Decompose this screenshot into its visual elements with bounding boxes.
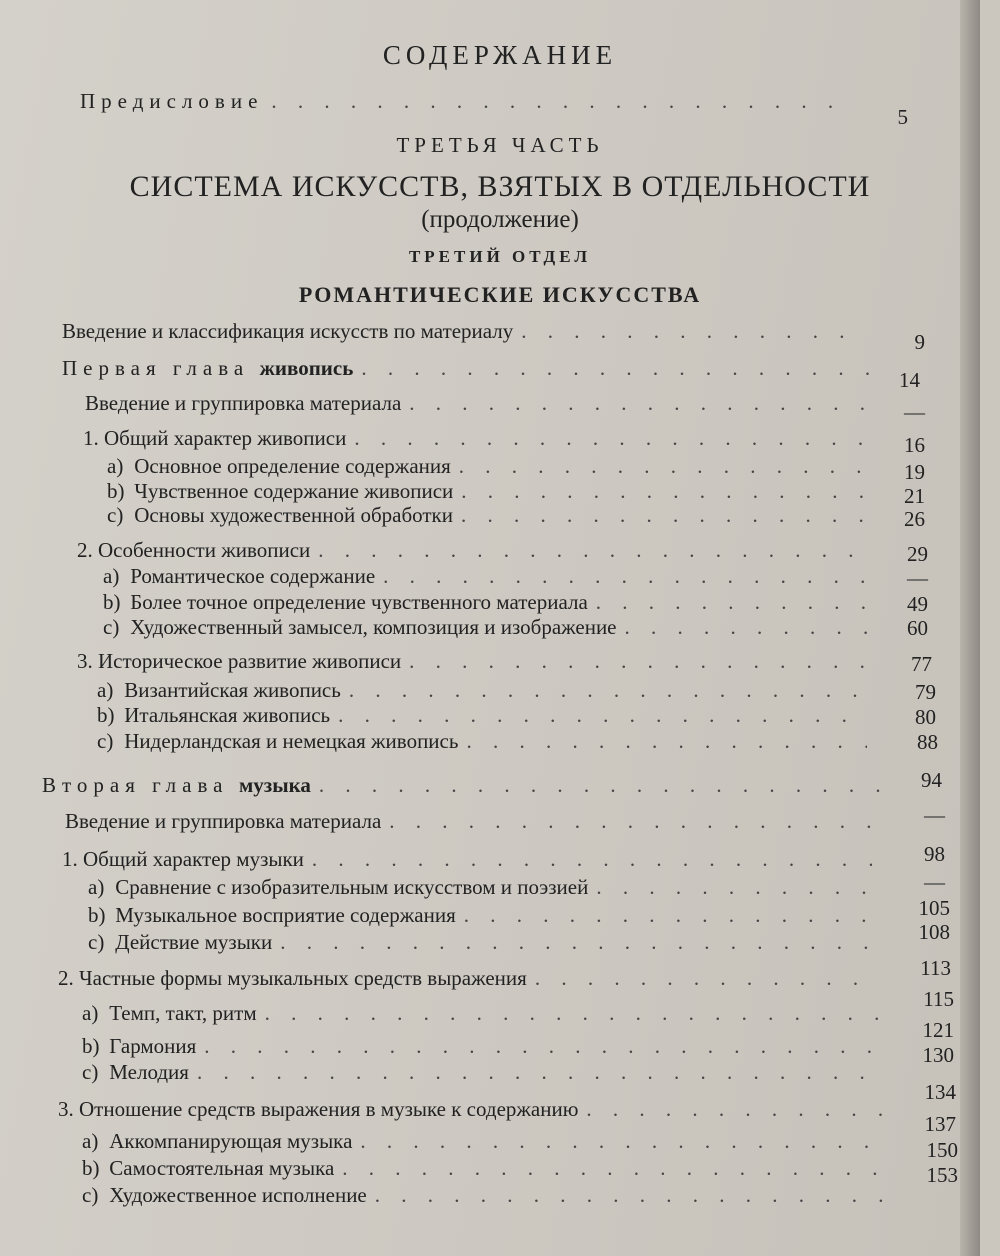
entry-label: Гармония — [109, 1034, 197, 1058]
page-number: 113 — [920, 956, 951, 980]
toc-section — [58, 965, 878, 991]
toc-item — [107, 453, 867, 479]
toc-item — [88, 902, 878, 928]
item-mark: a) — [97, 678, 114, 702]
page-number: 130 — [922, 1043, 954, 1067]
toc-item — [97, 677, 867, 703]
item-mark: b) — [97, 703, 115, 727]
entry-label: Основы художественной обработки — [134, 503, 453, 527]
chapter-prefix: Вторая глава — [42, 773, 229, 797]
toc-item — [107, 478, 867, 504]
section-number: 2. — [58, 966, 74, 990]
part-subtitle: (продолжение) — [421, 206, 579, 233]
part-heading: ТРЕТЬЯ ЧАСТЬ — [396, 133, 604, 157]
entry-label: Общий характер живописи — [104, 426, 347, 450]
page-number: 150 — [926, 1138, 958, 1162]
page-number: 88 — [917, 730, 938, 754]
page-number: 21 — [904, 484, 925, 508]
item-mark: a) — [107, 454, 124, 478]
page-number: — — [907, 566, 928, 590]
page-number: — — [904, 400, 925, 424]
item-mark: a) — [103, 564, 120, 588]
toc-item — [82, 1000, 882, 1026]
toc-item — [103, 614, 868, 640]
entry-label: Введение и группировка материала — [65, 809, 382, 833]
item-mark: c) — [88, 930, 105, 954]
entry-label: Действие музыки — [115, 930, 273, 954]
entry-label: Частные формы музыкальных средств выражения — [79, 966, 527, 990]
toc-section — [62, 846, 872, 872]
toc-section — [58, 1096, 888, 1122]
chapter-name: музыка — [238, 773, 311, 797]
entry-label: Художественное исполнение — [109, 1183, 367, 1207]
toc-entry — [85, 390, 875, 416]
section-number: 3. — [58, 1097, 74, 1121]
entry-label: Самостоятельная музыка — [109, 1156, 335, 1180]
toc-item — [82, 1182, 882, 1208]
page-number: 98 — [924, 842, 945, 866]
item-mark: c) — [82, 1060, 99, 1084]
page-number: 134 — [924, 1080, 956, 1104]
entry-label: Итальянская живопись — [124, 703, 331, 727]
entry-label: Основное определение содержания — [134, 454, 451, 478]
page-number: 79 — [915, 680, 936, 704]
page-number: 14 — [899, 368, 920, 392]
toc-item — [88, 929, 878, 955]
section-number: 1. — [62, 847, 78, 871]
entry-label: Музыкальное восприятие содержания — [115, 903, 456, 927]
toc-item — [103, 563, 868, 589]
toc-item — [97, 702, 867, 728]
item-mark: b) — [88, 903, 106, 927]
item-mark: b) — [103, 590, 121, 614]
toc-entry-preface — [80, 88, 850, 114]
section-heading: ТРЕТИЙ ОТДЕЛ — [408, 247, 592, 266]
toc-section — [83, 425, 863, 451]
page-number: 115 — [923, 987, 954, 1011]
entry-label: Введение и классификация искусств по материалу — [62, 319, 514, 343]
page-number: 5 — [897, 105, 908, 129]
page-number: — — [924, 803, 945, 827]
entry-label: Мелодия — [109, 1060, 189, 1084]
entry-label: Общий характер музыки — [83, 847, 304, 871]
item-mark: c) — [97, 729, 114, 753]
toc-section — [77, 648, 867, 674]
toc-item — [82, 1128, 882, 1154]
page-number: 60 — [907, 616, 928, 640]
item-mark: c) — [103, 615, 120, 639]
item-mark: b) — [82, 1156, 100, 1180]
entry-label: Романтическое содержание — [130, 564, 376, 588]
page-number: 16 — [904, 433, 925, 457]
item-mark: a) — [82, 1129, 99, 1153]
page-number: 19 — [904, 460, 925, 484]
toc-entry-intro — [62, 318, 862, 344]
entry-label: Особенности живописи — [98, 538, 311, 562]
chapter-name: живопись — [259, 356, 354, 380]
toc-item — [82, 1033, 882, 1059]
toc-chapter-painting — [62, 355, 872, 381]
entry-label: Введение и группировка материала — [85, 391, 402, 415]
item-mark: c) — [107, 503, 124, 527]
item-mark: b) — [107, 479, 125, 503]
entry-label: Художественный замысел, композиция и изображение — [130, 615, 617, 639]
page-number: 26 — [904, 507, 925, 531]
page-number: 108 — [918, 920, 950, 944]
page-number: 9 — [914, 330, 925, 354]
section-number: 1. — [83, 426, 99, 450]
entry-label: Нидерландская и немецкая живопись — [124, 729, 459, 753]
item-mark: a) — [82, 1001, 99, 1025]
entry-label: Сравнение с изобразительным искусством и поэзией — [115, 875, 589, 899]
toc-item — [88, 874, 878, 900]
page-number: 137 — [924, 1112, 956, 1136]
page-number: 94 — [921, 768, 942, 792]
entry-label: Аккомпанирующая музыка — [109, 1129, 353, 1153]
page-number: — — [924, 870, 945, 894]
toc-item — [97, 728, 867, 754]
toc-item — [82, 1155, 882, 1181]
chapter-prefix: Первая глава — [62, 356, 250, 380]
page-number: 153 — [926, 1163, 958, 1187]
item-mark: b) — [82, 1034, 100, 1058]
section-title: РОМАНТИЧЕСКИЕ ИСКУССТВА — [298, 282, 702, 307]
toc-section — [77, 537, 867, 563]
toc-item — [82, 1059, 882, 1085]
page-number: 105 — [918, 896, 950, 920]
section-number: 2. — [77, 538, 93, 562]
part-title: СИСТЕМА ИСКУССТВ, ВЗЯТЫХ В ОТДЕЛЬНОСТИ — [129, 170, 871, 203]
toc-item — [103, 589, 868, 615]
entry-label: Темп, такт, ритм — [109, 1001, 257, 1025]
page-number: 49 — [907, 592, 928, 616]
entry-label: Византийская живопись — [124, 678, 341, 702]
entry-label: Более точное определение чувственного материала — [130, 590, 588, 614]
item-mark: c) — [82, 1183, 99, 1207]
entry-label: Историческое развитие живописи — [98, 649, 402, 673]
toc-entry — [65, 808, 875, 834]
page-number: 77 — [911, 652, 932, 676]
page-number: 121 — [922, 1018, 954, 1042]
page-number: 80 — [915, 705, 936, 729]
toc-item — [107, 502, 867, 528]
toc-chapter-music — [42, 772, 882, 798]
contents-title: СОДЕРЖАНИЕ — [382, 40, 618, 70]
item-mark: a) — [88, 875, 105, 899]
entry-label: Предисловие — [80, 89, 264, 113]
entry-label: Чувственное содержание живописи — [134, 479, 454, 503]
section-number: 3. — [77, 649, 93, 673]
page-number: 29 — [907, 542, 928, 566]
entry-label: Отношение средств выражения в музыке к содержанию — [79, 1097, 579, 1121]
